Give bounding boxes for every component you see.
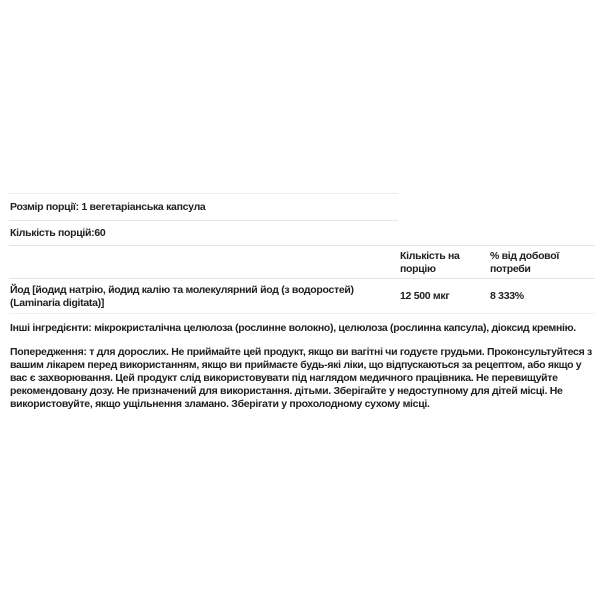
serving-info-block [9,193,398,245]
nutrient-amount: 12 500 мкг [400,290,450,303]
facts-table-header [9,245,595,278]
nutrient-name: Йод [йодид натрію, йодид калію та молекулярний йод (з водоростей) (Laminaria digitata)] [10,284,354,309]
column-nutrient-spacer [9,250,400,275]
serving-size-row: Розмір порції: 1 вегетаріанська капсула [9,193,398,220]
supplement-facts-panel [9,193,595,411]
column-amount-per-serving-label: Кількість на порцію [400,250,460,275]
servings-per-container-row: Кількість порцій:60 [9,220,398,245]
nutrient-row [9,278,595,313]
warning-text: Попередження: т для дорослих. Не приймайте цей продукт, якщо ви вагітні чи годуєте грудьми. Проконсультуйтеся з вашим лікарем перед використанням, якщо ви приймаєте будь-які ліки, що відпускаються за рецептом, або якщо у вас є захворювання. Цей продукт слід використовувати під наглядом медичного працівника. Не перевищуйте рекомендовану дозу. Не призначений для використання. дітьми. Зберігайте у недоступному для дітей місці. Не використовуйте, якщо ущільнення зламано. Зберігати у прохолодному сухому місці. [10,346,592,410]
facts-table [9,245,595,314]
column-percent-daily-value-label: % від добової потреби [490,250,559,275]
table-bottom-divider [9,313,595,314]
other-ingredients-text: Інші інгредієнти: мікрокристалічна целюлоза (рослинне волокно), целюлоза (рослинна капсула), діоксид кремнію. [10,322,576,334]
nutrient-daily-value: 8 333% [490,290,524,303]
